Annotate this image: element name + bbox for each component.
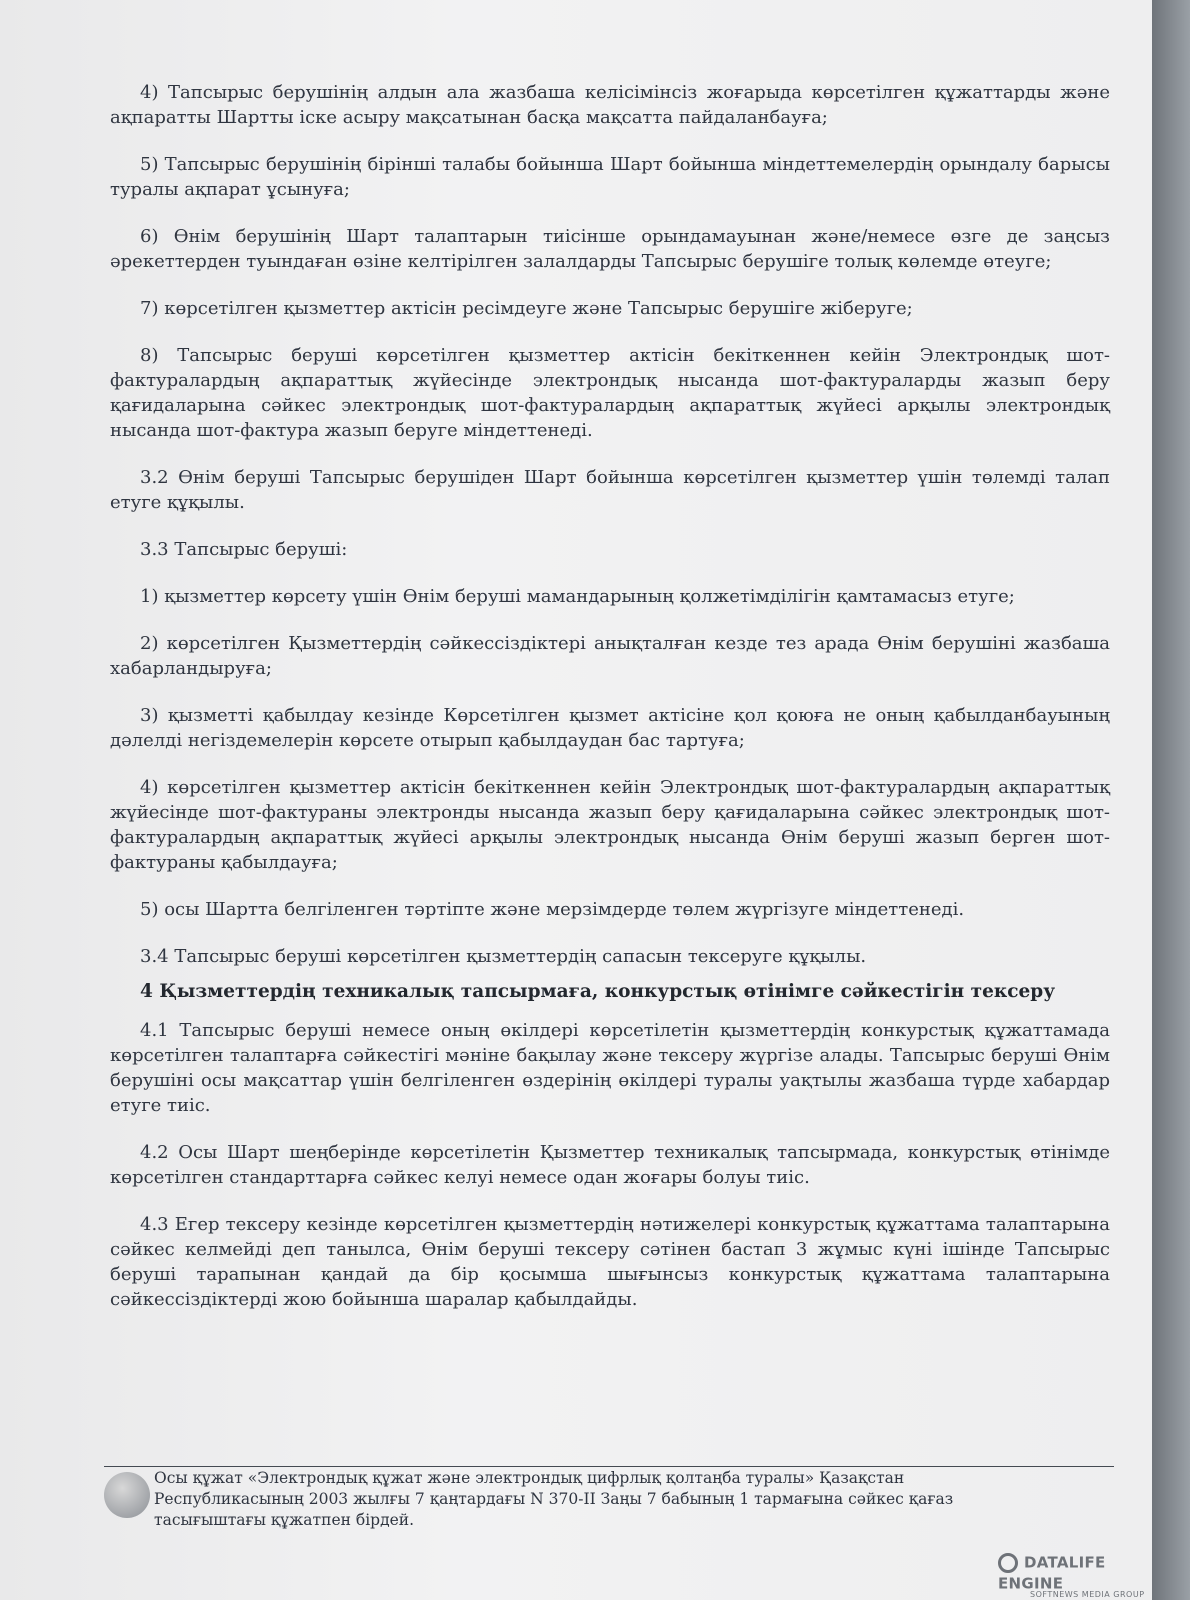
- paragraph: 3.2 Өнім беруші Тапсырыс берушіден Шарт бойынша көрсетілген қызметтер үшін төлемді талап етуге құқылы.: [110, 467, 1110, 513]
- section-heading: 4 Қызметтердің техникалық тапсырмаға, конкурстық өтінімге сәйкестігін тексеру: [140, 981, 1056, 1002]
- paragraph: 3.3 Тапсырыс беруші:: [140, 539, 348, 560]
- paragraph: 4) көрсетілген қызметтер актісін бекіткеннен кейін Электрондық шот-фактуралардың ақпараттық жүйесінде шот-фактураны электронды нысанда жазып беру қағидаларына сәйкес электрондық шот-фактуралардың ақпараттық жүйесі арқылы электрондық нысанда Өнім беруші жазып берген шот-фактураны қабылдауға;: [110, 777, 1110, 873]
- paragraph: 8) Тапсырыс беруші көрсетілген қызметтер актісін бекіткеннен кейін Электрондық шот-фактуралардың ақпараттық жүйесінде электрондық нысанда шот-фактураларды жазып беру қағидаларына сәйкес электрондық шот-фактуралардың ақпараттық жүйесі арқылы электрондық нысанда шот-фактура жазып беруге міндеттенеді.: [110, 345, 1110, 441]
- paragraph: 3.4 Тапсырыс беруші көрсетілген қызметтердің сапасын тексеруге құқылы.: [140, 946, 867, 967]
- document-body: [110, 80, 1110, 1334]
- paragraph: 4.1 Тапсырыс беруші немесе оның өкілдері көрсетілетін қызметтердің конкурстық құжаттамада көрсетілген талаптарға сәйкестігі мәніне бақылау және тексеру жүргізе алады. Тапсырыс беруші Өнім берушіні осы мақсаттар үшін белгіленген өздерінің өкілдері туралы уақтылы жазбаша түрде хабардар етуге тиіс.: [110, 1020, 1110, 1116]
- background-edge: [1152, 0, 1190, 1600]
- footer-note: Осы құжат «Электрондық құжат және электрондық цифрлық қолтаңба туралы» Қазақстан Республикасының 2003 жылғы 7 қаңтардағы N 370-II Заңы 7 бабының 1 тармағына сәйкес қағаз тасығыштағы құжатпен бірдей.: [154, 1469, 954, 1529]
- paragraph: 4.3 Егер тексеру кезінде көрсетілген қызметтердің нәтижелері конкурстық құжаттама талаптарына сәйкес келмейді деп танылса, Өнім беруші тексеру сәтінен бастап 3 жұмыс күні ішінде Тапсырыс беруші тарапынан қандай да бір қосымша шығынсыз конкурстық құжаттама талаптарына сәйкессіздіктерді жою бойынша шаралар қабылдайды.: [110, 1214, 1110, 1310]
- datalife-logo-icon: [998, 1553, 1018, 1573]
- paragraph: 1) қызметтер көрсету үшін Өнім беруші мамандарының қолжетімділігін қамтамасыз етуге;: [140, 586, 1015, 607]
- seal-stamp-icon: [104, 1472, 150, 1518]
- paragraph: 6) Өнім берушінің Шарт талаптарын тиісінше орындамауынан және/немесе өзге де заңсыз әрекеттерден туындаған өзіне келтірілген залалдарды Тапсырыс берушіге толық көлемде өтеуге;: [110, 226, 1110, 272]
- paragraph: 4.2 Осы Шарт шеңберінде көрсетілетін Қызметтер техникалық тапсырмада, конкурстық өтінімде көрсетілген стандарттарға сәйкес келуі немесе одан жоғары болуы тиіс.: [110, 1142, 1110, 1188]
- paragraph: 5) осы Шартта белгіленген тәртіпте және мерзімдерде төлем жүргізуге міндеттенеді.: [140, 899, 965, 920]
- paragraph: 2) көрсетілген Қызметтердің сәйкессіздіктері анықталған кезде тез арада Өнім берушіні жазбаша хабарландыруға;: [110, 633, 1110, 679]
- watermark-subtitle: SOFTNEWS MEDIA GROUP: [1030, 1590, 1145, 1599]
- watermark-title: DATALIFE ENGINE: [998, 1553, 1106, 1592]
- paragraph: 7) көрсетілген қызметтер актісін ресімдеуге және Тапсырыс берушіге жіберуге;: [140, 298, 913, 319]
- paragraph: 3) қызметті қабылдау кезінде Көрсетілген қызмет актісіне қол қоюға не оның қабылданбауының дәлелді негіздемелерін көрсете отырып қабылдаудан бас тартуға;: [110, 705, 1110, 751]
- paragraph: 4) Тапсырыс берушінің алдын ала жазбаша келісімінсіз жоғарыда көрсетілген құжаттарды және ақпаратты Шартты іске асыру мақсатынан басқа мақсатта пайдаланбауға;: [110, 82, 1110, 128]
- paragraph: 5) Тапсырыс берушінің бірінші талабы бойынша Шарт бойынша міндеттемелердің орындалу барысы туралы ақпарат ұсынуға;: [110, 154, 1110, 200]
- watermark: [998, 1552, 1152, 1599]
- footer-divider: [104, 1466, 1114, 1467]
